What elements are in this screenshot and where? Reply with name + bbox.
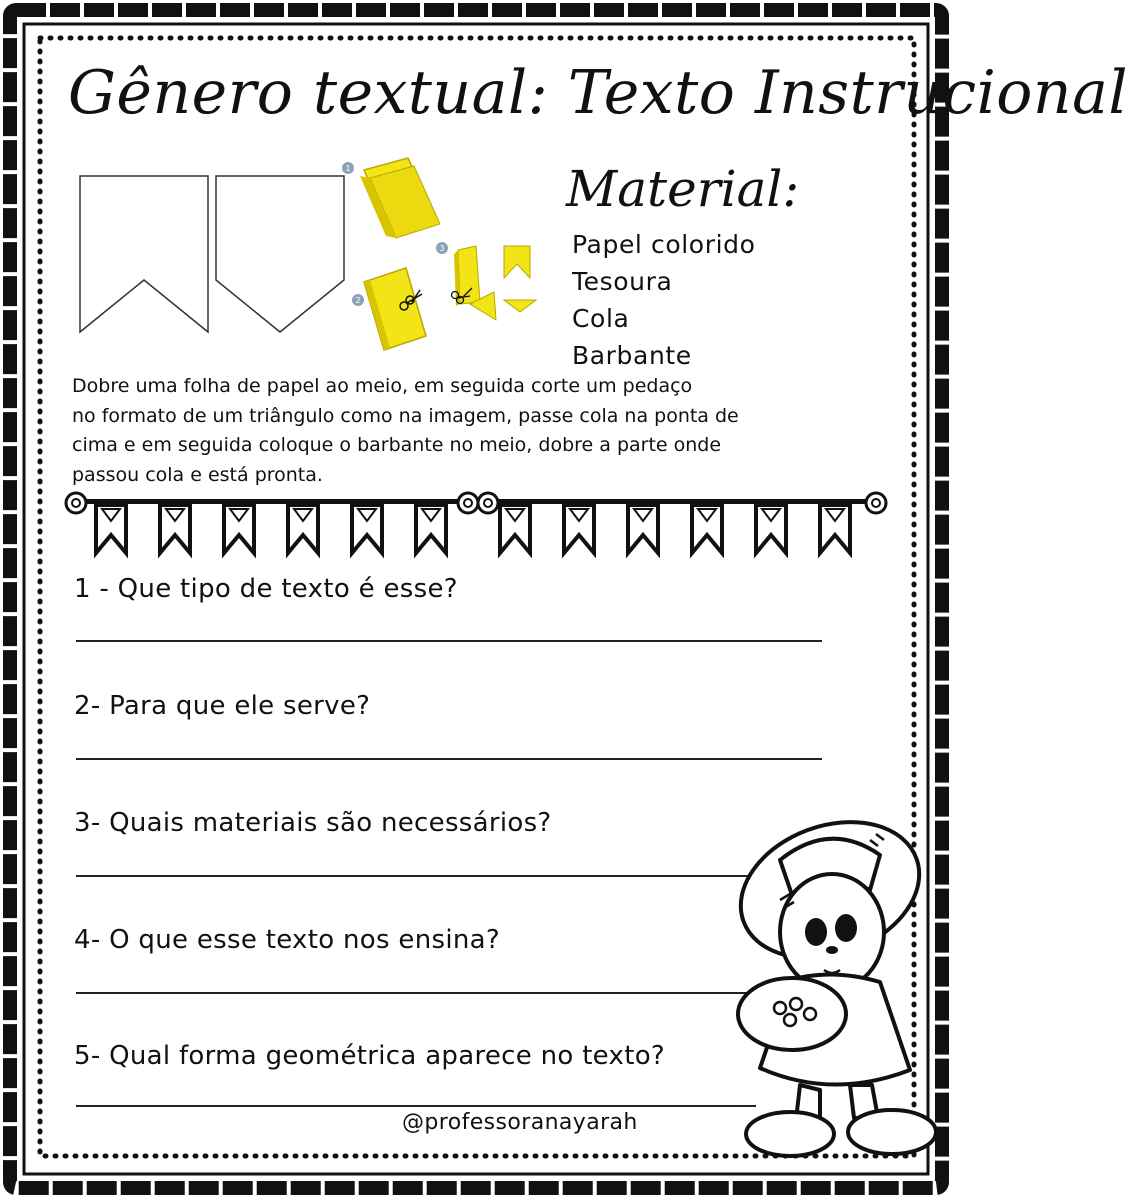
answer-line-2[interactable] <box>76 758 822 760</box>
bunting-flag <box>224 505 254 553</box>
bunting-flag <box>756 505 786 553</box>
bunting-garland <box>60 485 900 560</box>
bunting-flag <box>820 505 850 553</box>
bunting-flag <box>564 505 594 553</box>
material-item: Barbante <box>572 341 692 370</box>
page-title: Gênero textual: Texto Instrucional <box>68 58 1128 128</box>
question-2: 2- Para que ele serve? <box>74 691 371 721</box>
spiral-knot <box>866 493 886 513</box>
material-item: Papel colorido <box>572 230 756 259</box>
answer-line-4[interactable] <box>76 992 756 994</box>
answer-line-1[interactable] <box>76 640 822 642</box>
folding-steps-illustration <box>340 150 550 365</box>
question-1: 1 - Que tipo de texto é esse? <box>74 574 458 604</box>
bunting-flag <box>160 505 190 553</box>
author-credit: @professoranayarah <box>402 1110 638 1135</box>
material-item: Cola <box>572 304 630 333</box>
triangle-piece <box>504 300 536 312</box>
materials-heading: Material: <box>566 160 800 218</box>
step-number: 3 <box>439 244 445 253</box>
cartoon-girl-illustration <box>720 800 942 1168</box>
question-5: 5- Qual forma geométrica aparece no texto? <box>74 1041 666 1071</box>
bunting-flag <box>96 505 126 553</box>
instructions-text: Dobre uma folha de papel ao meio, em seguida corte um pedaço no formato de um triângulo como na imagem, passe cola na ponta de cima e em seguida coloque o barbante no meio, dobre a parte onde passou cola e está pronta. <box>72 375 739 486</box>
materials-list <box>572 226 756 374</box>
bunting-flag <box>352 505 382 553</box>
pennant-outlines <box>78 172 348 340</box>
material-item: Tesoura <box>572 267 673 296</box>
folded-paper <box>458 246 480 304</box>
question-4: 4- O que esse texto nos ensina? <box>74 925 500 955</box>
step-number: 1 <box>345 164 351 173</box>
bunting-flag <box>628 505 658 553</box>
pennant-outline <box>80 176 208 332</box>
bunting-flag <box>416 505 446 553</box>
spiral-knot <box>66 493 86 513</box>
spiral-knot <box>478 493 498 513</box>
answer-line-3[interactable] <box>76 875 756 877</box>
triangle-piece <box>504 246 530 278</box>
spiral-knot <box>458 493 478 513</box>
step-number: 2 <box>355 296 361 305</box>
bunting-flag <box>288 505 318 553</box>
bunting-flag <box>692 505 722 553</box>
pennant-outline <box>216 176 344 332</box>
question-3: 3- Quais materiais são necessários? <box>74 808 552 838</box>
answer-line-5[interactable] <box>76 1105 756 1107</box>
bunting-flag <box>500 505 530 553</box>
